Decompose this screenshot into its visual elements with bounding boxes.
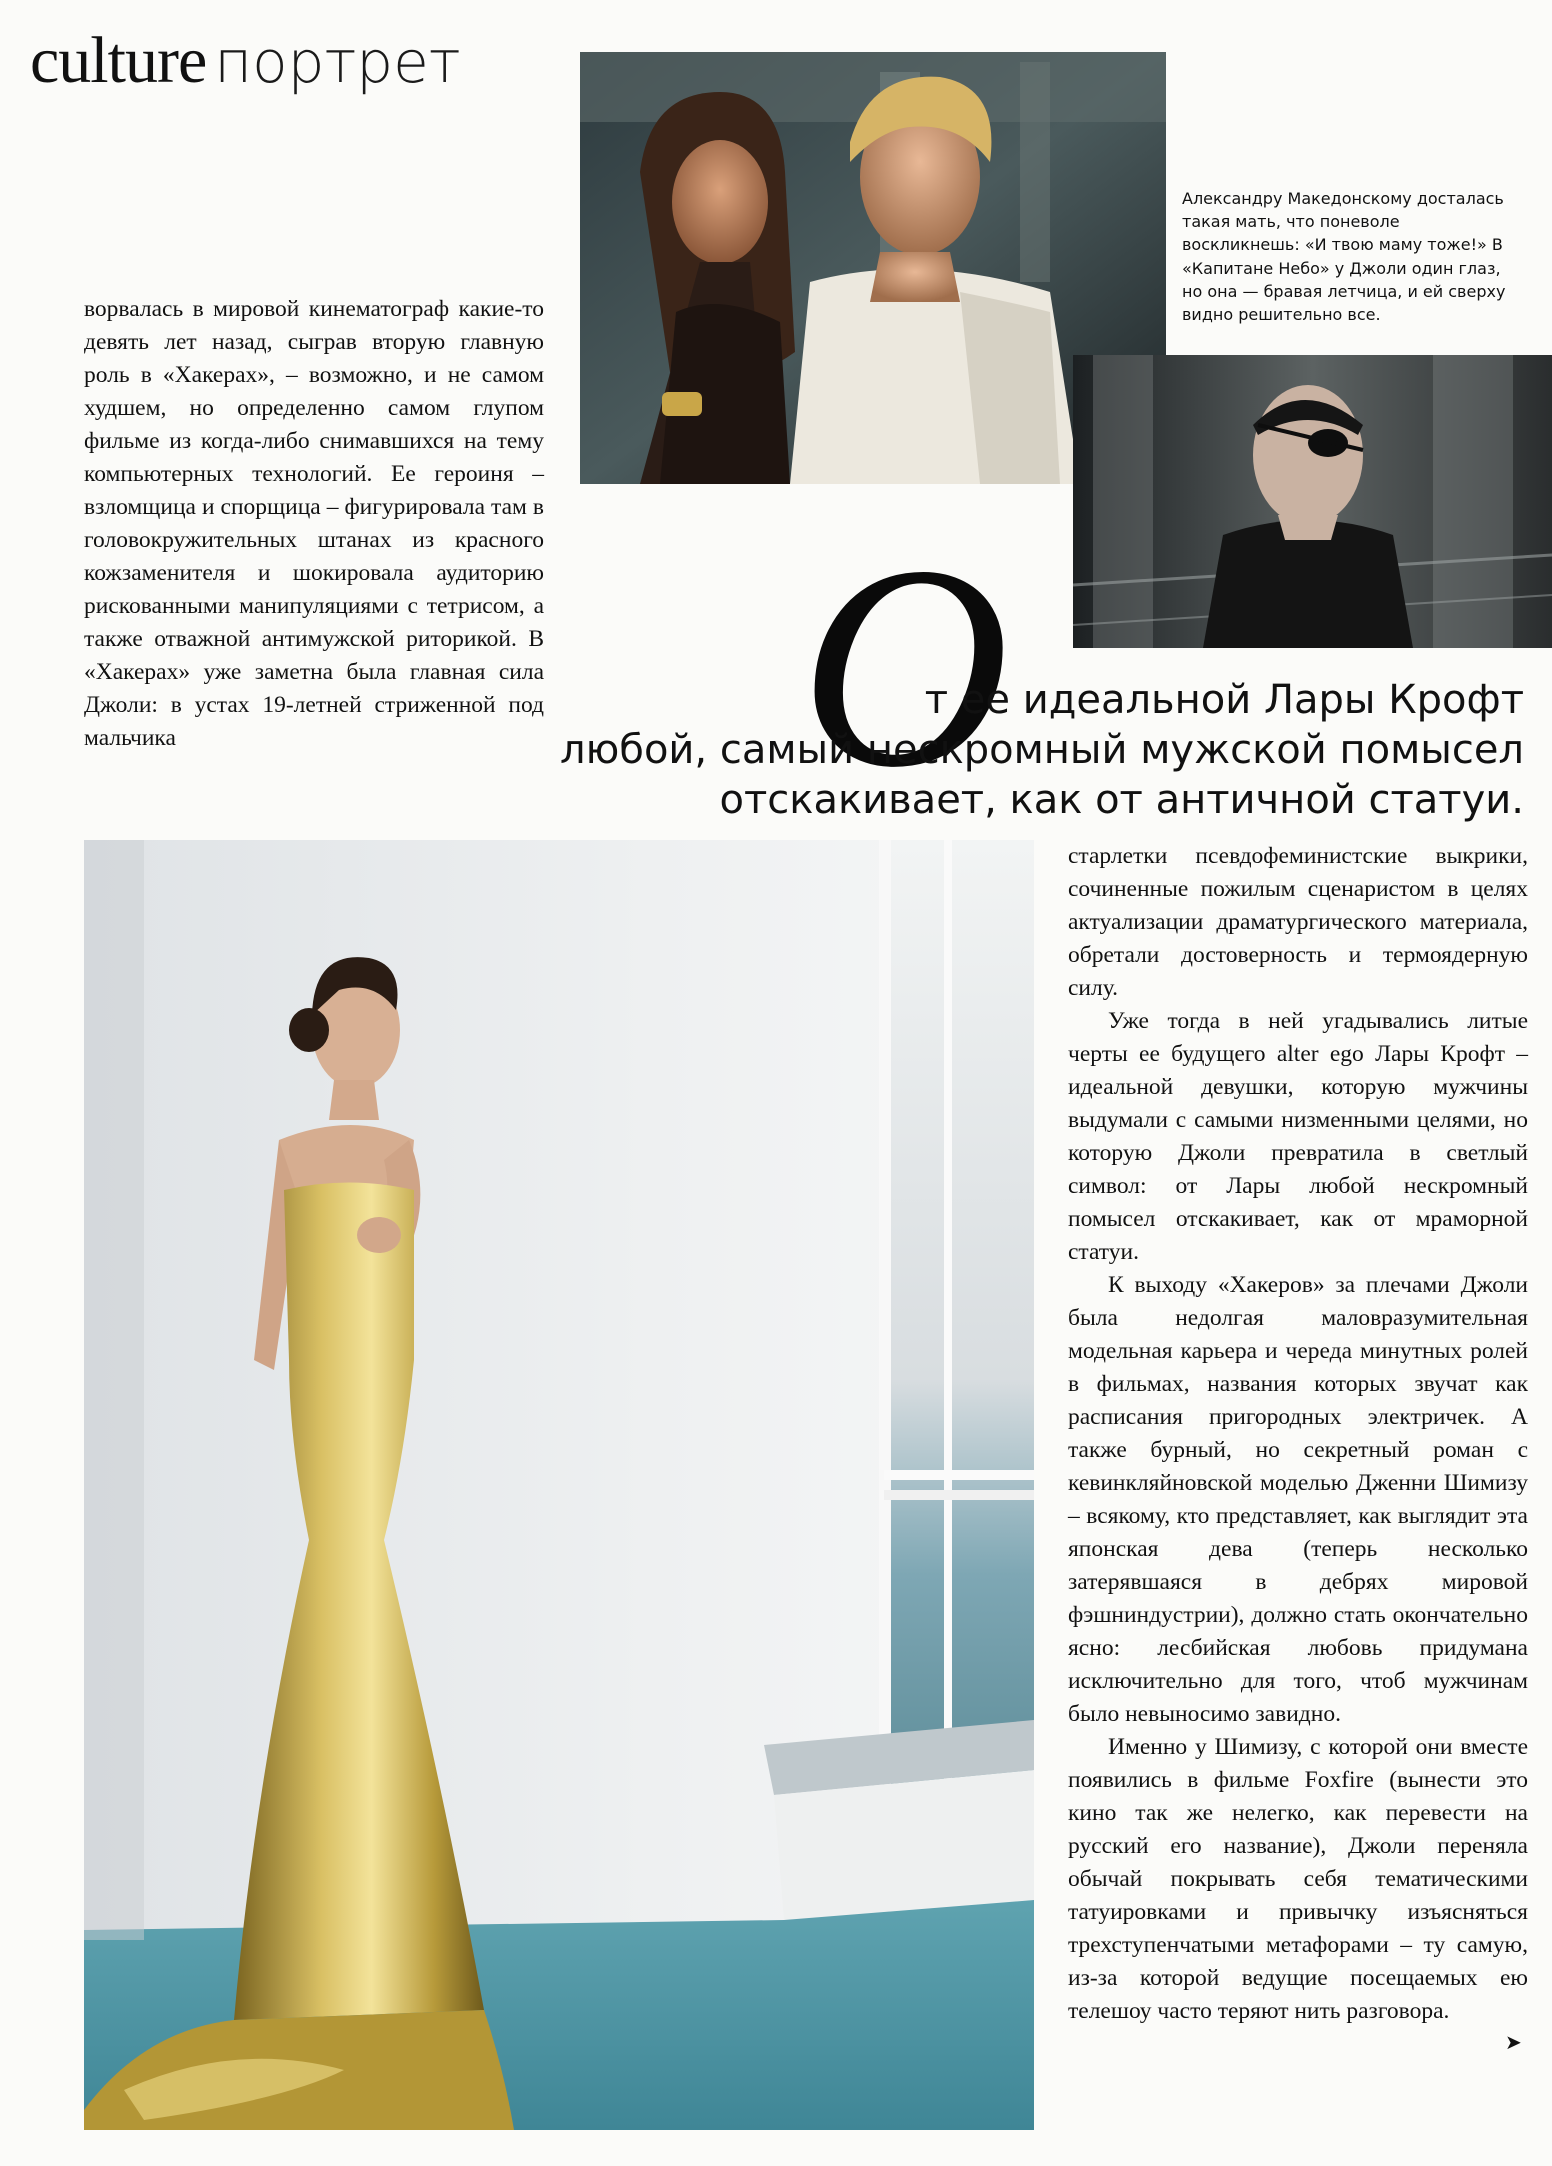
article-column-left	[84, 293, 544, 755]
photo-caption: Александру Македонскому досталась такая мать, что поневоле воскликнешь: «И твою маму тоже!» В «Капитане Небо» у Джоли один глаз, но она — бравая летчица, и ей сверху видно решительно все.	[1182, 189, 1506, 324]
right-paragraph-4: Именно у Шимизу, с которой они вместе появились в фильме Foxfire (вынести это кино так же нелегко, как перевести на русский его название), Джоли переняла обычай покрывать себя тематическими татуировками и привычку изъясняться трехступенчатыми метафорами – ту самую, из-за которой ведущие посещаемых ею телешоу часто теряют нить разговора.	[1068, 1734, 1528, 2024]
section-label: culture	[30, 24, 207, 97]
pull-quote-dropcap: О	[800, 506, 1010, 827]
continue-arrow-icon: ➤	[1505, 2032, 1522, 2054]
pull-quote-line-3: отскакивает, как от античной статуи.	[719, 777, 1524, 823]
pull-quote-line-2: любой, самый нескромный мужской помысел	[560, 727, 1524, 773]
right-paragraph-3: К выходу «Хакеров» за плечами Джоли была недолгая маловразумительная модельная карьера и череда минутных ролей в фильмах, названия которых звучат как расписания пригородных электричек. А также бурный, но секретный роман с кевинкляйновской моделью Дженни Шимизу – всякому, кто представляет, как выглядит эта японская дева (теперь несколько затерявшаяся в дебрях мировой фэшниндустрии), должно стать окончательно ясно: лесбийская любовь придумана исключительно для того, чтоб мужчинам было невыносимо завидно.	[1068, 1272, 1528, 1727]
section-header	[30, 24, 461, 97]
gold-gown-portrait	[84, 840, 1034, 2130]
sky-captain-film-still	[1073, 355, 1552, 648]
rubric-label: портрет	[214, 28, 461, 96]
pull-quote-line-1: т ее идеальной Лары Крофт	[924, 677, 1524, 723]
left-paragraph: ворвалась в мировой кинематограф какие-то девять лет назад, сыграв вторую главную роль в «Хакерах», – возможно, и не самом худшем, но определенно самом глупом фильме из когда-либо снимавшихся на тему компьютерных технологий. Ее героиня – взломщица и спорщица – фигурировала там в головокружительных штанах из красного кожзаменителя и шокировала аудиторию рискованными манипуляциями с тетрисом, а также отважной антимужской риторикой. В «Хакерах» уже заметна была главная сила Джоли: в устах 19-летней стриженной под мальчика	[84, 296, 544, 751]
article-column-right	[1068, 840, 1528, 2028]
sky-captain-photo-art	[1073, 355, 1552, 648]
gold-gown-photo-art	[84, 840, 1034, 2130]
right-paragraph-1: старлетки псевдофеминистские выкрики, сочиненные пожилым сценаристом в целях актуализации драматургического материала, обретали достоверность и термоядерную силу.	[1068, 843, 1528, 1001]
right-paragraph-2: Уже тогда в ней угадывались литые черты ее будущего alter ego Лары Крофт – идеальной девушки, которую мужчины выдумали с самыми низменными целями, но которую Джоли превратила в светлый символ: от Лары любой нескромный помысел отскакивает, как от мраморной статуи.	[1068, 1008, 1528, 1265]
